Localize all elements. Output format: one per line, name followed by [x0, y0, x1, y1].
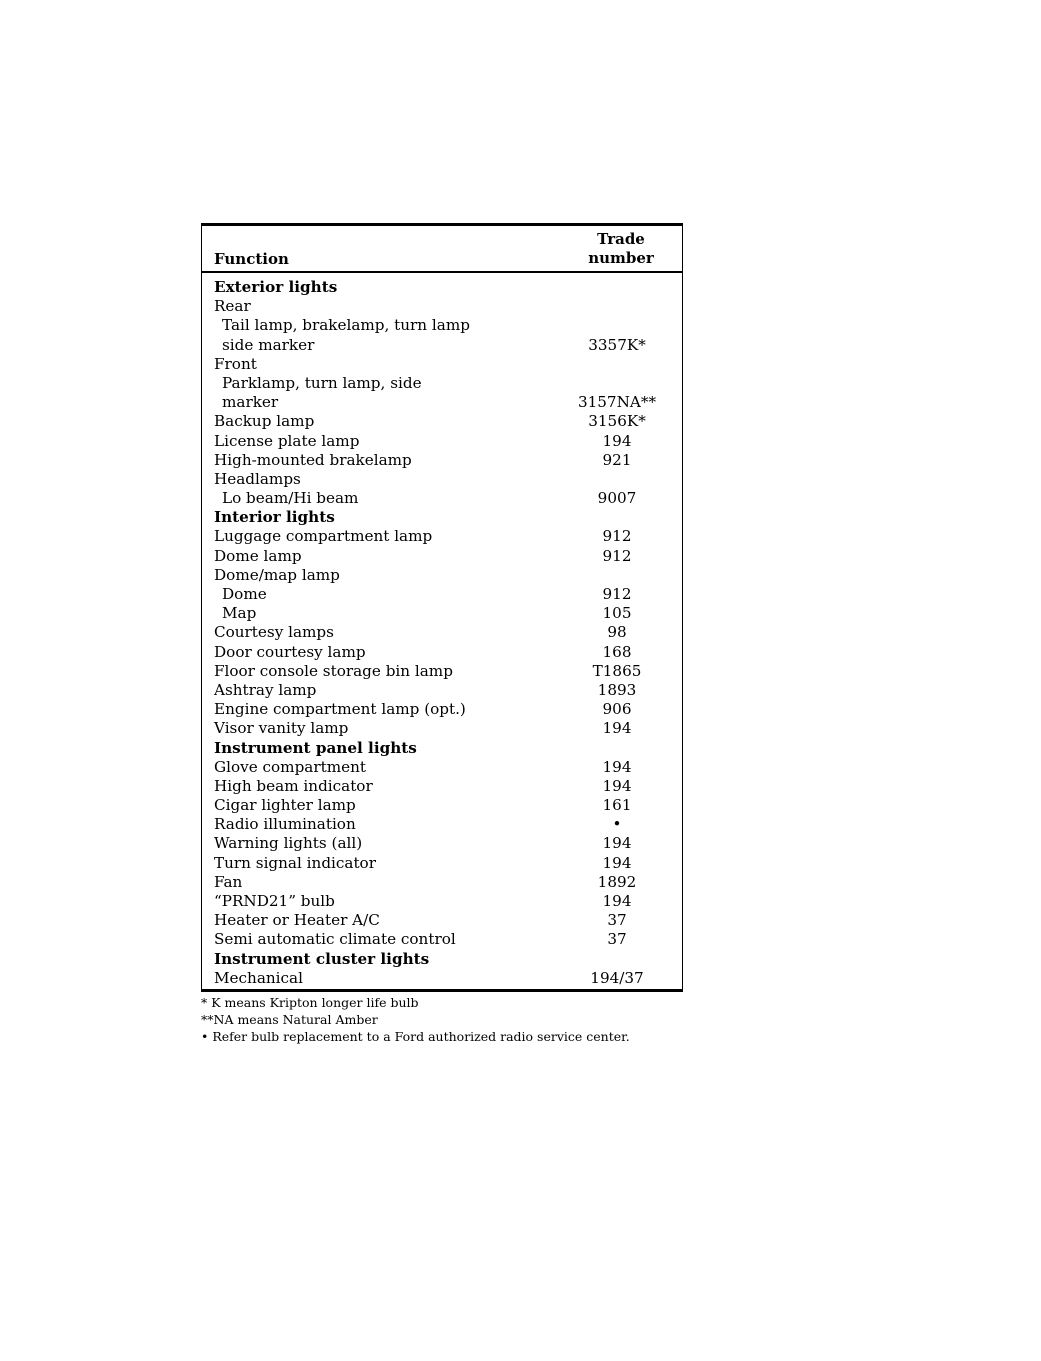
row-trade-number: T1865 — [592, 661, 642, 680]
row-trade-number: 1892 — [597, 872, 637, 891]
row-function: Cigar lighter lamp — [214, 796, 356, 815]
table-row — [202, 892, 682, 911]
row-trade-number: 194 — [602, 757, 632, 776]
row-function: Heater or Heater A/C — [214, 911, 380, 930]
table-row — [202, 355, 682, 374]
row-trade-number: 912 — [602, 527, 632, 546]
row-trade-number: 37 — [607, 930, 627, 949]
table-row — [202, 681, 682, 700]
row-trade-number: 921 — [602, 450, 632, 469]
table-row — [202, 969, 682, 988]
row-function: Luggage compartment lamp — [214, 527, 433, 546]
table-row — [202, 604, 682, 623]
table-row — [202, 316, 682, 335]
table-row — [202, 719, 682, 738]
footnotes — [201, 994, 630, 1045]
row-trade-number: 3357K* — [588, 335, 646, 354]
table-row — [202, 547, 682, 566]
row-trade-number: 3156K* — [588, 412, 646, 431]
row-trade-number: 194 — [602, 892, 632, 910]
row-function: Engine compartment lamp (opt.) — [214, 700, 466, 719]
header-trade-line2: number — [588, 249, 654, 267]
row-function: Lo beam/Hi beam — [222, 489, 359, 508]
table-row — [202, 393, 682, 412]
row-function: Ashtray lamp — [214, 680, 317, 699]
row-function: Courtesy lamps — [214, 623, 334, 642]
table-body — [202, 273, 682, 989]
row-function: Visor vanity lamp — [214, 719, 349, 738]
header-trade-number — [585, 230, 657, 268]
table-row — [202, 815, 682, 834]
table-row — [202, 374, 682, 393]
row-function: Door courtesy lamp — [214, 642, 366, 661]
table-row — [202, 566, 682, 585]
table-header — [202, 226, 682, 273]
row-function: Dome/map lamp — [214, 565, 340, 584]
table-row — [202, 297, 682, 316]
table-row — [202, 336, 682, 355]
row-function: Floor console storage bin lamp — [214, 661, 453, 680]
table-row — [202, 930, 682, 949]
row-function: High-mounted brakelamp — [214, 450, 412, 469]
table-row — [202, 873, 682, 892]
row-function: Instrument panel lights — [214, 738, 417, 757]
row-function: Interior lights — [214, 508, 335, 527]
row-trade-number: 194 — [602, 853, 632, 872]
row-trade-number: 161 — [602, 796, 632, 815]
table-row — [202, 527, 682, 546]
row-trade-number: 194 — [602, 719, 632, 738]
table-row — [202, 623, 682, 642]
footnote-natural-amber: **NA means Natural Amber — [201, 1012, 378, 1027]
table-row — [202, 777, 682, 796]
table-row — [202, 412, 682, 431]
section-heading-row — [202, 739, 682, 758]
row-function: High beam indicator — [214, 776, 373, 795]
row-function: side marker — [222, 335, 315, 354]
table-row — [202, 796, 682, 815]
table-row — [202, 643, 682, 662]
row-trade-number: 912 — [602, 546, 632, 565]
table-row — [202, 854, 682, 873]
row-function: Front — [214, 354, 257, 373]
section-heading-row — [202, 950, 682, 969]
table-row — [202, 451, 682, 470]
section-heading-row — [202, 278, 682, 297]
table-row — [202, 700, 682, 719]
row-function: Semi automatic climate control — [214, 930, 456, 949]
row-function: Dome — [222, 585, 267, 603]
row-function: Map — [222, 604, 257, 623]
row-function: “PRND21” bulb — [214, 892, 335, 910]
table-row — [202, 911, 682, 930]
row-function: Fan — [214, 872, 243, 891]
table-row — [202, 489, 682, 508]
row-trade-number: 906 — [602, 700, 632, 719]
row-function: Instrument cluster lights — [214, 949, 430, 968]
row-function: Exterior lights — [214, 278, 338, 296]
row-trade-number: 194/37 — [590, 968, 644, 987]
row-function: Mechanical — [214, 968, 303, 987]
table-row — [202, 662, 682, 681]
row-trade-number: 105 — [602, 604, 632, 623]
row-function: Tail lamp, brakelamp, turn lamp — [222, 316, 470, 335]
row-function: Rear — [214, 297, 251, 316]
row-trade-number: 194 — [602, 834, 632, 853]
row-function: Glove compartment — [214, 757, 366, 776]
row-function: Parklamp, turn lamp, side — [222, 373, 422, 392]
row-function: Radio illumination — [214, 815, 356, 834]
row-function: License plate lamp — [214, 431, 360, 450]
row-trade-number: 194 — [602, 431, 632, 450]
footnote-kripton: * K means Kripton longer life bulb — [201, 995, 419, 1010]
row-function: marker — [222, 393, 279, 412]
row-trade-number: 3157NA** — [577, 393, 657, 412]
row-function: Headlamps — [214, 469, 301, 488]
row-trade-number: 98 — [607, 623, 627, 642]
row-function: Backup lamp — [214, 412, 315, 431]
row-trade-number: 194 — [602, 776, 632, 795]
row-function: Turn signal indicator — [214, 853, 376, 872]
footnote-radio-service: • Refer bulb replacement to a Ford authorized radio service center. — [201, 1029, 630, 1044]
table-row — [202, 834, 682, 853]
section-heading-row — [202, 508, 682, 527]
row-trade-number: 1893 — [597, 680, 637, 699]
row-trade-number: • — [612, 815, 622, 834]
header-function: Function — [214, 250, 289, 268]
table-row — [202, 758, 682, 777]
row-function: Warning lights (all) — [214, 834, 363, 853]
row-trade-number: 9007 — [597, 489, 637, 508]
bulb-trade-number-table — [201, 223, 683, 992]
row-function: Dome lamp — [214, 546, 302, 565]
table-row — [202, 470, 682, 489]
table-row — [202, 585, 682, 604]
row-trade-number: 168 — [602, 642, 632, 661]
table-row — [202, 432, 682, 451]
row-trade-number: 37 — [607, 911, 627, 930]
row-trade-number: 912 — [602, 585, 632, 603]
header-trade-line1: Trade — [597, 230, 645, 248]
